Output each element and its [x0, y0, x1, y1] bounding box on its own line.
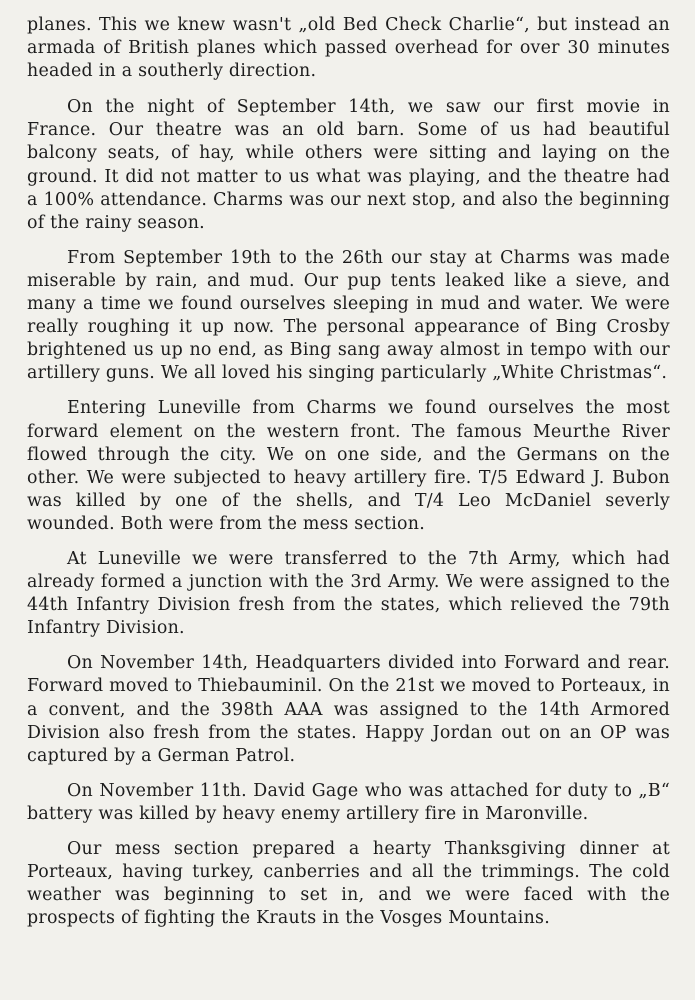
paragraph-luneville: Entering Luneville from Charms we found ourselves the most forward element on the western front. The famous Meurthe River flowed through the city. We on one side, and the Germans on the other. We were subjected to heavy artillery fire. T/5 Edward J. Bubon was killed by one of the shells, and T/4 Leo McDaniel severly wounded. Both were from the mess section.: [27, 398, 670, 534]
paragraph-november-14: On November 14th, Headquarters divided into Forward and rear. Forward moved to Thiebauminil. On the 21st we moved to Porteaux, in a convent, and the 398th AAA was assigned to the 14th Armored Division also fresh from the states. Happy Jordan out on an OP was captured by a German Patrol.: [27, 653, 670, 766]
paragraph-november-11: On November 11th. David Gage who was attached for duty to „B“ battery was killed by heavy enemy artillery fire in Maronville.: [27, 780, 670, 824]
paragraph-first-movie: On the night of September 14th, we saw our first movie in France. Our theatre was an old barn. Some of us had beautiful balcony seats, of hay, while others were sitting and laying on the ground. It did not matter to us what was playing, and the theatre had a 100% attendance. Charms was our next stop, and also the beginning of the rainy season.: [27, 97, 670, 233]
paragraph-continued: planes. This we knew wasn't „old Bed Check Charlie“, but instead an armada of British planes which passed overhead for over 30 minutes headed in a southerly direction.: [27, 15, 670, 82]
paragraph-7th-army: At Luneville we were transferred to the 7th Army, which had already formed a junction with the 3rd Army. We were assigned to the 44th Infantry Division fresh from the states, which relieved the 79th Infantry Division.: [27, 548, 670, 639]
document-page: [27, 14, 670, 984]
paragraph-thanksgiving: Our mess section prepared a hearty Thanksgiving dinner at Porteaux, having turkey, canberries and all the trimmings. The cold weather was beginning to set in, and we were faced with the prospects of fighting the Krauts in the Vosges Mountains.: [27, 839, 670, 929]
paragraph-charms: From September 19th to the 26th our stay at Charms was made miserable by rain, and mud. Our pup tents leaked like a sieve, and many a time we found ourselves sleeping in mud and water. We were really roughing it up now. The personal appearance of Bing Crosby brightened us up no end, as Bing sang away almost in tempo with our artillery guns. We all loved his singing particularly „White Christmas“.: [27, 247, 670, 384]
